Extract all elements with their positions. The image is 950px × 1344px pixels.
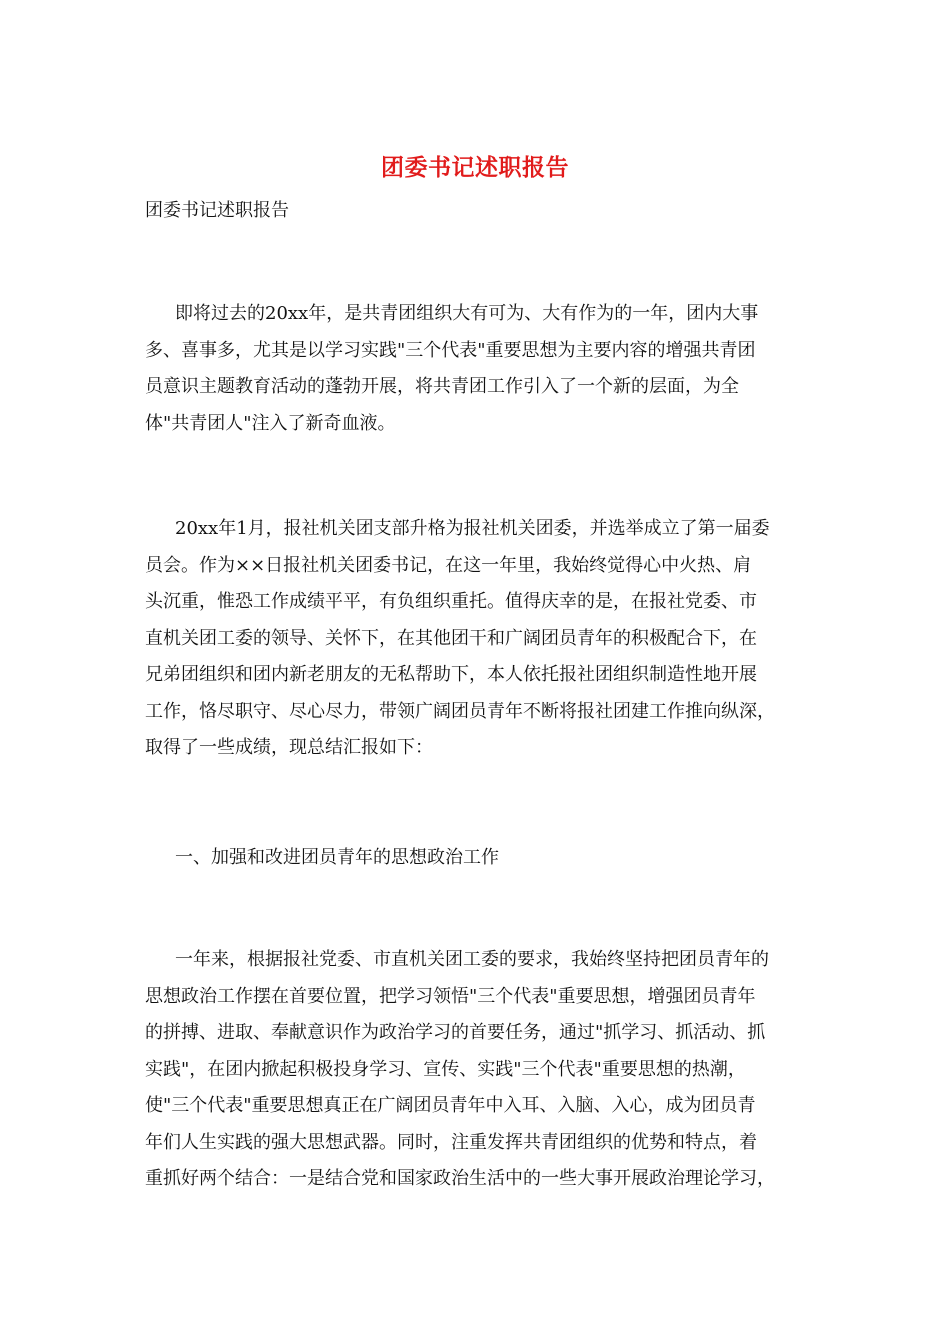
paragraph-line: 头沉重，惟恐工作成绩平平，有负组织重托。值得庆幸的是，在报社党委、市 [145, 591, 757, 612]
paragraph-line: 即将过去的20xx年，是共青团组织大有可为、大有作为的一年，团内大事 [175, 303, 759, 324]
paragraph-line: 实践"，在团内掀起积极投身学习、宣传、实践"三个代表"重要思想的热潮， [145, 1058, 746, 1080]
paragraph-line: 员意识主题教育活动的蓬勃开展，将共青团工作引入了一个新的层面，为全 [145, 376, 739, 397]
paragraph-political-work [145, 942, 815, 1198]
paragraph-line: 体"共青团人"注入了新奇血液。 [145, 412, 396, 434]
paragraph-summary [145, 511, 815, 767]
paragraph-line: 一年来，根据报社党委、市直机关团工委的要求，我始终坚持把团员青年的 [175, 949, 769, 970]
paragraph-line: 年们人生实践的强大思想武器。同时，注重发挥共青团组织的优势和特点，着 [145, 1131, 757, 1153]
paragraph-line: 取得了一些成绩，现总结汇报如下： [145, 737, 433, 758]
section-heading: 一、加强和改进团员青年的思想政治工作 [175, 847, 499, 868]
paragraph-line: 员会。作为××日报社机关团委书记，在这一年里，我始终觉得心中火热、肩 [145, 554, 752, 576]
paragraph-line: 的拼搏、进取、奉献意识作为政治学习的首要任务，通过"抓学习、抓活动、抓 [145, 1022, 766, 1043]
paragraph-line: 思想政治工作摆在首要位置，把学习领悟"三个代表"重要思想，增强团员青年 [145, 985, 756, 1007]
paragraph-intro [145, 296, 815, 442]
document-title: 团委书记述职报告 [381, 154, 569, 181]
document-subtitle: 团委书记述职报告 [145, 200, 289, 221]
paragraph-line: 重抓好两个结合：一是结合党和国家政治生活中的一些大事开展政治理论学习， [145, 1168, 775, 1189]
paragraph-line: 直机关团工委的领导、关怀下，在其他团干和广阔团员青年的积极配合下，在 [145, 627, 757, 649]
paragraph-line: 多、喜事多，尤其是以学习实践"三个代表"重要思想为主要内容的增强共青团 [145, 339, 756, 361]
paragraph-line: 兄弟团组织和团内新老朋友的无私帮助下，本人依托报社团组织制造性地开展 [145, 664, 757, 685]
paragraph-line: 20xx年1月，报社机关团支部升格为报社机关团委，并选举成立了第一届委 [175, 518, 770, 539]
paragraph-line: 使"三个代表"重要思想真正在广阔团员青年中入耳、入脑、入心，成为团员青 [145, 1095, 756, 1116]
paragraph-line: 工作，恪尽职守、尽心尽力，带领广阔团员青年不断将报社团建工作推向纵深， [145, 700, 775, 722]
